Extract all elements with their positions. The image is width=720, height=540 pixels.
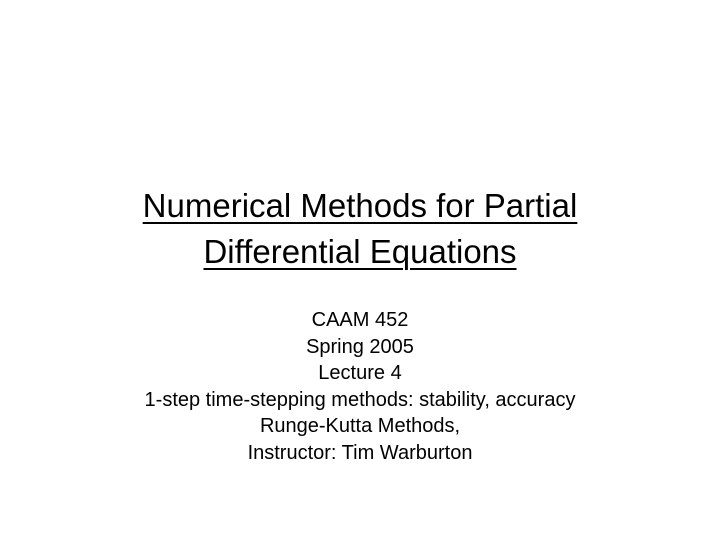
title-line-2: Differential Equations (203, 233, 517, 270)
lecture-subtopic: Runge-Kutta Methods, (259, 415, 461, 437)
title-line-1: Numerical Methods for Partial (142, 187, 578, 224)
course-code: CAAM 452 (311, 309, 409, 331)
slide-subtitle (0, 307, 720, 466)
slide-title (0, 183, 720, 275)
term: Spring 2005 (306, 335, 414, 358)
lecture-topic: 1-step time-stepping methods: stability, accuracy (144, 388, 576, 411)
lecture-number: Lecture 4 (318, 362, 402, 384)
instructor: Instructor: Tim Warburton (247, 441, 473, 464)
